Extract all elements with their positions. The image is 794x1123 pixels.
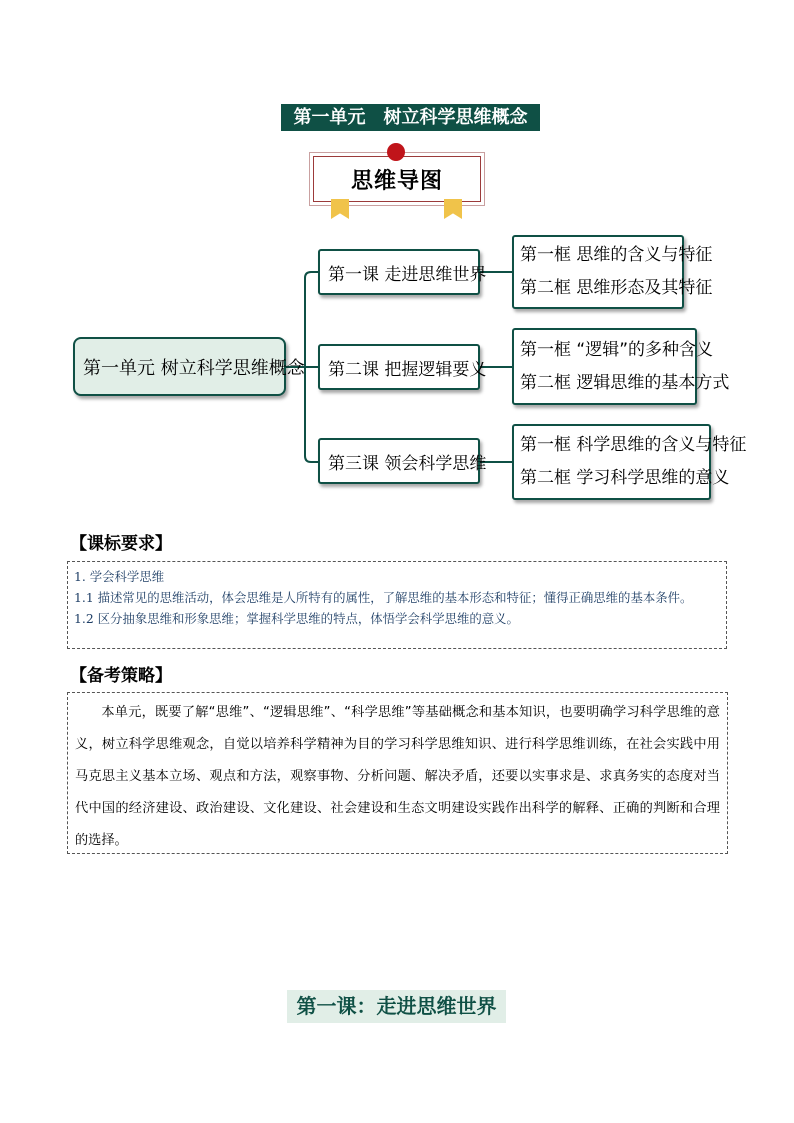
unit-title-theme: 树立科学思维概念 — [383, 107, 528, 128]
mindmap-root — [73, 337, 305, 396]
strategy-box — [67, 692, 728, 854]
mindmap-lesson-2 — [318, 344, 487, 390]
curriculum-line: 1.1 描述常见的思维活动，体会思维是人所特有的属性，了解思维的基本形态和特征；懂得正确思维的基本条件。 — [74, 590, 693, 605]
mindmap-lesson-3 — [318, 438, 487, 484]
mindmap-lesson-2-items — [512, 328, 730, 405]
curriculum-heading: 【课标要求】 — [70, 534, 172, 554]
curriculum-line: 1. 学会科学思维 — [74, 569, 165, 584]
unit-title-number: 第一单元 — [293, 107, 366, 128]
mindmap-root-label: 第一单元 树立科学思维概念 — [83, 357, 305, 379]
sub-item: 第一框 思维的含义与特征 — [520, 245, 713, 265]
strategy-text: 本单元，既要了解“思维”、“逻辑思维”、“科学思维”等基础概念和基本知识，也要明确学习科学思维的意义，树立科学思维观念，自觉以培养科学精神为目的学习科学思维知识、进行科学思维训练，在社会实践中用马克思主义基本立场、观点和方法，观察事物、分析问题、解决矛盾，还要以实事求是、求真务实的态度对当代中国的经济建设、政治建设、文化建设、社会建设和生态文明建设实践作出科学的解释、正确的判断和合理的选择。 — [75, 705, 720, 848]
mindmap-header-label: 思维导图 — [313, 156, 481, 202]
mindmap-lesson-1-items — [512, 235, 713, 309]
lesson-label: 第一课 走进思维世界 — [328, 264, 487, 285]
mindmap-lesson-3-items — [512, 424, 747, 500]
sub-item: 第二框 学习科学思维的意义 — [520, 468, 730, 488]
lesson-label: 第二课 把握逻辑要义 — [328, 359, 487, 380]
curriculum-box — [67, 561, 727, 649]
sub-item: 第二框 逻辑思维的基本方式 — [520, 372, 730, 393]
curriculum-line: 1.2 区分抽象思维和形象思维；掌握科学思维的特点，体悟学会科学思维的意义。 — [74, 611, 519, 626]
sub-item: 第一框 “逻辑”的多种含义 — [520, 339, 714, 360]
strategy-heading: 【备考策略】 — [70, 666, 172, 686]
lesson-heading: 第一课：走进思维世界 — [287, 990, 506, 1023]
sub-item: 第一框 科学思维的含义与特征 — [520, 435, 747, 455]
lesson-label: 第三课 领会科学思维 — [328, 453, 487, 474]
mindmap-lesson-1 — [318, 249, 487, 295]
sub-item: 第二框 思维形态及其特征 — [520, 278, 713, 298]
